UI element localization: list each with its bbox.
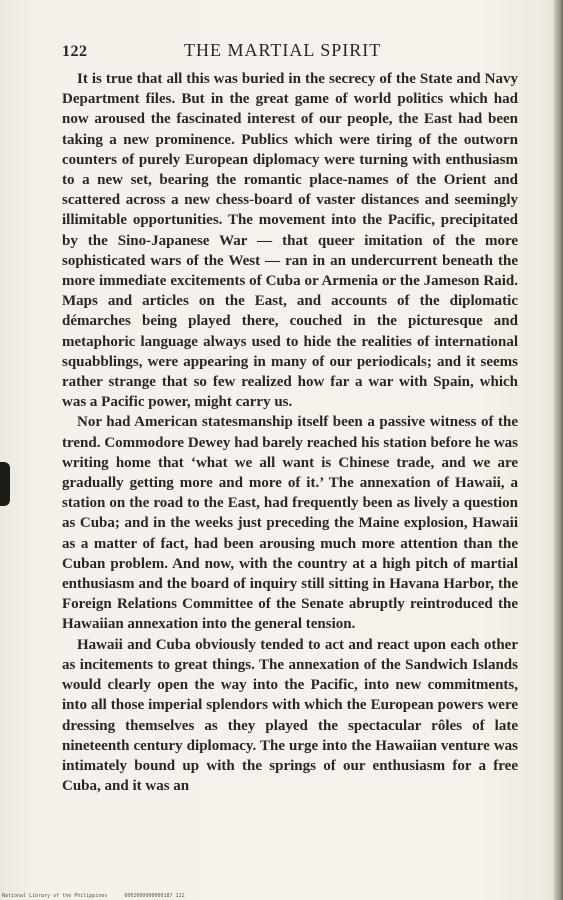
scan-footer [2, 893, 199, 899]
body-text [62, 69, 518, 796]
paragraph-1: It is true that all this was buried in the secrecy of the State and Navy Department files. But in the great game of world politics which had now aroused the fascinated interest of our people, the East had been taking a new prominence. Publics which were tiring of the outworn counters of purely European diplomacy were turning with enthusiasm to a new set, bearing the romantic place-names of the Orient and scattered across a new chess-board of vaster distances and seemingly illimitable opportunities. The movement into the Pacific, precipitated by the Sino-Japanese War — that queer imitation of the more sophisticated wars of the West — ran in an undercurrent beneath the more immediate excitements of Cuba or Armenia or the Jameson Raid. Maps and articles on the East, and accounts of the diplomatic démarches being played there, couched in the picturesque and metaphoric language always used to hide the realities of international squabblings, were appearing in many of our periodicals; and it seems rather strange that so few realized how far a war with Spain, which was a Pacific power, might carry us. [62, 71, 518, 411]
page-edge-mark [0, 462, 10, 506]
footer-id: 0002000000000187 122 [124, 893, 185, 899]
paragraph-3: Hawaii and Cuba obviously tended to act and react upon each other as incitements to great things. The annexation of the Sandwich Islands would clearly open the way into the Pacific, into new commitments, into all those imperial splendors with which the European powers were dressing themselves as they played the spectacular rôles of late nineteenth century diplomacy. The urge into the Hawaiian venture was intimately bound up with the springs of our enthusiasm for a free Cuba, and it was an [62, 636, 518, 795]
running-title: THE MARTIAL SPIRIT [184, 40, 382, 60]
page-header [62, 40, 518, 62]
page-binding-edge [554, 0, 563, 900]
paragraph-2: Nor had American statesmanship itself been a passive witness of the trend. Commodore Dewey had barely reached his station before he was writing home that ‘what we all want is Chinese trade, and we are gradually getting more and more of it.’ The annexation of Hawaii, a station on the road to the East, had frequently been as lively a question as Cuba; and in the weeks just preceding the Maine explosion, Hawaii as a matter of fact, had been arousing much more attention than the Cuban problem. And now, with the country at a high pitch of martial enthusiasm and the board of inquiry still sitting in Havana Harbor, the Foreign Relations Committee of the Senate abruptly reintroduced the Hawaiian annexation into the general tension. [62, 414, 518, 633]
page-number: 122 [62, 43, 88, 60]
footer-library: National Library of the Philippines [2, 893, 108, 899]
